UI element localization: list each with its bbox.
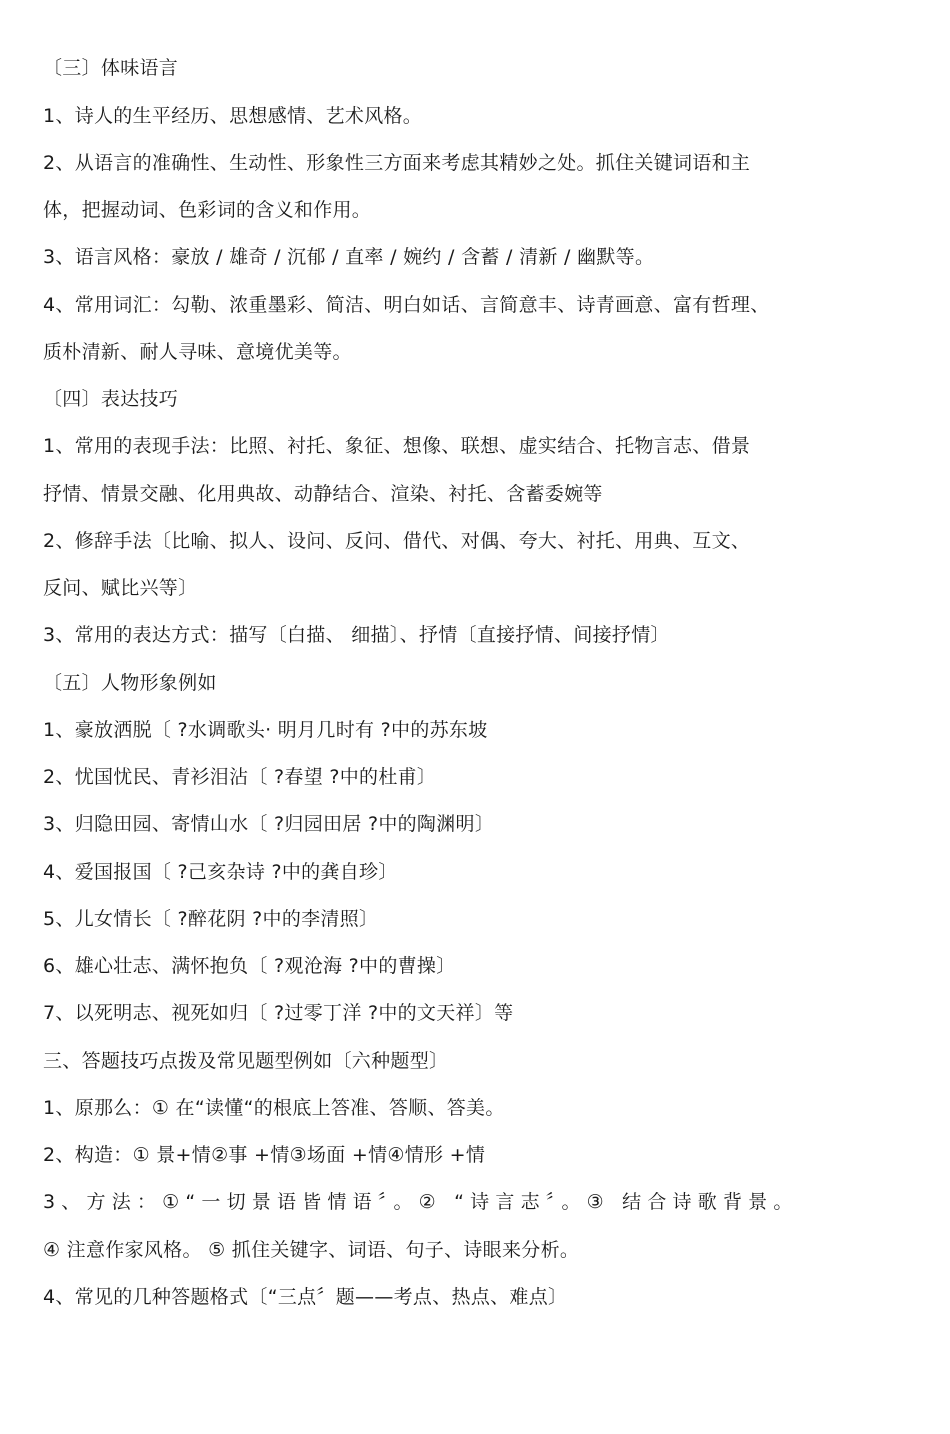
text-line: 3、语言风格：豪放 / 雄奇 / 沉郁 / 直率 / 婉约 / 含蓄 / 清新 / 幽默等。 [43,246,655,268]
list-item: 3、归隐田园、寄情山水〔 ?归园田居 ?中的陶渊明〕 [43,813,495,835]
text-line: 1、诗人的生平经历、思想感情、艺术风格。 [43,105,423,127]
text-line: 1、原那么：① 在“读懂“的根底上答准、答顺、答美。 [43,1097,505,1119]
text-line: 体，把握动词、色彩词的含义和作用。 [43,199,372,221]
section-heading-answering: 三、答题技巧点拨及常见题型例如〔六种题型〕 [43,1050,449,1072]
section-heading-characters: 〔五〕人物形象例如 [43,672,217,694]
list-item: 5、儿女情长〔 ?醉花阴 ?中的李清照〕 [43,908,379,930]
text-line: 反问、赋比兴等〕 [43,577,198,599]
section-heading-language: 〔三〕体味语言 [43,57,179,79]
text-line: 4、常见的几种答题格式〔“三点〞题——考点、热点、难点〕 [43,1286,568,1308]
text-line: 4、常用词汇：勾勒、浓重墨彩、简洁、明白如话、言简意丰、诗青画意、富有哲理、 [43,294,770,316]
text-line: 1、常用的表现手法：比照、衬托、象征、想像、联想、虚实结合、托物言志、借景 [43,435,751,457]
text-line: 2、修辞手法〔比喻、拟人、设问、反问、借代、对偶、夸大、衬托、用典、互文、 [43,530,751,552]
list-item: 2、忧国忧民、青衫泪沾〔 ?春望 ?中的杜甫〕 [43,766,437,788]
text-line: 3、常用的表达方式：描写〔白描、 细描〕、抒情〔直接抒情、间接抒情〕 [43,624,670,646]
text-line: 2、从语言的准确性、生动性、形象性三方面来考虑其精妙之处。抓住关键词语和主 [43,152,751,174]
text-line: 3、方法：①“一切景语皆情语〞。② “诗言志〞。③ 结合诗歌背景。 [43,1191,799,1213]
list-item: 1、豪放洒脱〔 ?水调歌头· 明月几时有 ?中的苏东坡 [43,719,488,741]
text-line: 质朴清新、耐人寻味、意境优美等。 [43,341,352,363]
list-item: 4、爱国报国〔 ?己亥杂诗 ?中的龚自珍〕 [43,861,398,883]
text-line: 抒情、情景交融、化用典故、动静结合、渲染、衬托、含蓄委婉等 [43,483,603,505]
text-line: ④ 注意作家风格。 ⑤ 抓住关键字、词语、句子、诗眼来分析。 [43,1239,580,1261]
section-heading-techniques: 〔四〕表达技巧 [43,388,179,410]
text-line: 2、构造：① 景+情②事 +情③场面 +情④情形 +情 [43,1144,486,1166]
list-item: 7、以死明志、视死如归〔 ?过零丁洋 ?中的文天祥〕等 [43,1002,514,1024]
list-item: 6、雄心壮志、满怀抱负〔 ?观沧海 ?中的曹操〕 [43,955,456,977]
